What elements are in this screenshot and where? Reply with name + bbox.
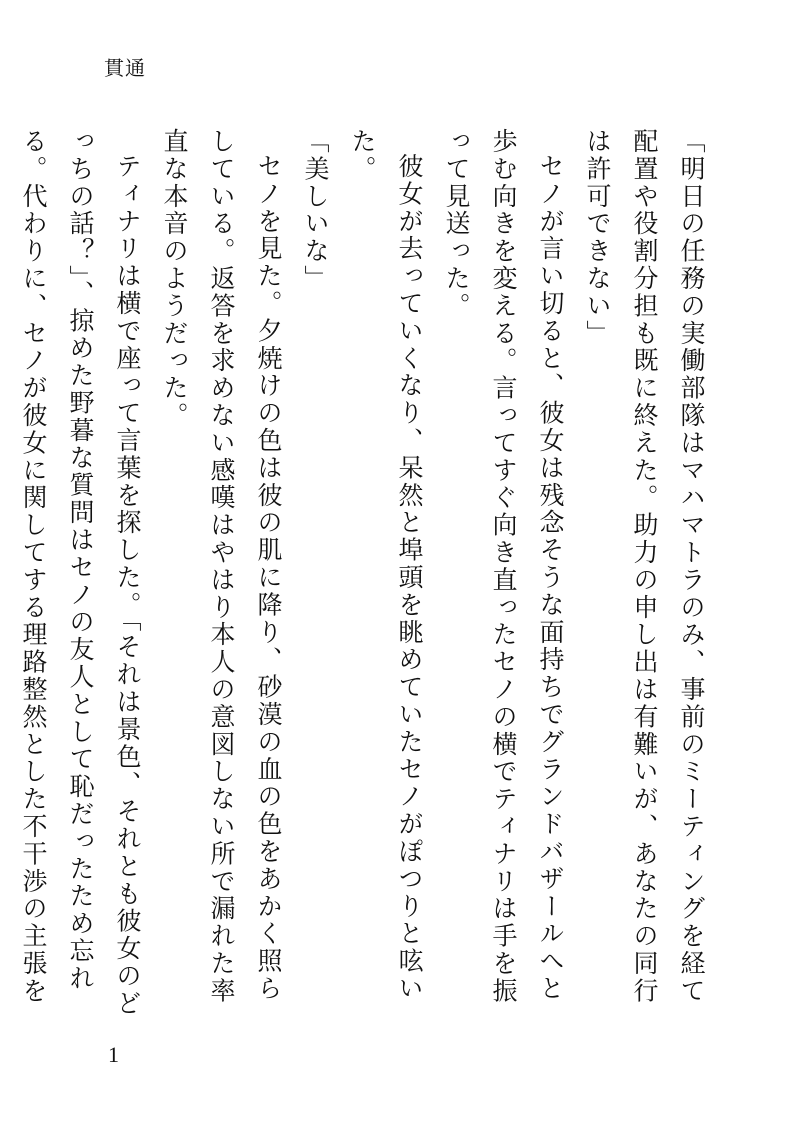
vertical-body-text <box>19 128 715 1028</box>
paragraph-farewell: セノが言い切ると、彼女は残念そうな面持ちでグランドバザールへと歩む向きを変える。言ってすぐ向き直ったセノの横でティナリは手を振って見送った。 <box>442 128 565 1005</box>
paragraph-murmur: 彼女が去っていくなり、呆然と埠頭を眺めていたセノがぽつりと呟いた。 <box>348 128 424 1003</box>
page-number: 1 <box>108 1042 119 1067</box>
paragraph-sunset: セノを見た。夕焼けの色は彼の肌に降り、砂漠の血の色をあかく照らしている。返答を求めない感嘆はやはり本人の意図しない所で漏れた率直な本音のようだった。 <box>160 128 283 1005</box>
chapter-title: 貫通 <box>104 56 146 80</box>
paragraph-mission-dialogue: 「明日の任務の実働部隊はマハマトラのみ、事前のミーティングを経て配置や役割分担も既に終えた。助力の申し出は有難いが、あなたの同行は許可できない」 <box>583 128 706 1005</box>
paragraph-beautiful-quote: 「美しいな」 <box>301 128 330 293</box>
paragraph-tighnari-thoughts: ティナリは横で座って言葉を探した。「それは景色、それとも彼女のどっちの話？」、掠めた野暮な質問はセノの友人として恥だったため忘れる。代わりに、セノが彼女に関してする理路整然とした不干渉の主張を <box>19 128 142 1018</box>
